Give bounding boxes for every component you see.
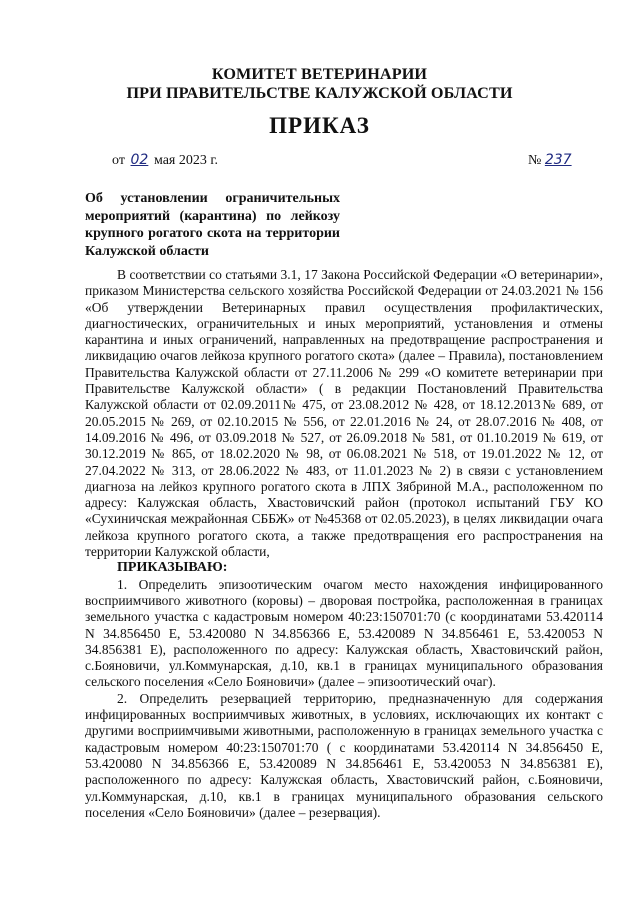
document-title: ПРИКАЗ — [269, 113, 370, 138]
order-subject: Об установлении ограничительных мероприятий (карантина) по лейкозу крупного рогатого скота на территории Калужской области — [85, 191, 340, 259]
header-committee: КОМИТЕТ ВЕТЕРИНАРИИ — [211, 65, 428, 83]
number-prefix: № — [528, 153, 542, 168]
order-item-1: 1. Определить эпизоотическим очагом место нахождения инфицированного восприимчивого животного (коровы) – дворовая постройка, расположенная в границах земельного участка с кадастровым номером 40:23:150701:70 (с координатами 53.420114 N 34.856450 E, 53.420080 N 34.856366 E, 53.420089 N 34.856461 E, 53.420053 N 34.856381 E), расположенного по адресу: Калужская область, Хвастовичский район, с.Бояновичи, ул.Коммунарская, д.10, кв.1 в границах муниципального образования сельского поселения «Село Бояновичи» (далее – эпизоотический очаг). — [85, 576, 603, 690]
date-day-handwritten: 02 — [130, 152, 149, 168]
header-government: ПРИ ПРАВИТЕЛЬСТВЕ КАЛУЖСКОЙ ОБЛАСТИ — [126, 84, 513, 102]
number-value-handwritten: 237 — [544, 152, 572, 168]
date-suffix: мая 2023 г. — [153, 153, 219, 168]
order-number — [528, 152, 572, 169]
order-date — [112, 152, 218, 169]
order-body — [85, 267, 603, 821]
order-item-2: 2. Определить резервацией территорию, предназначенную для содержания инфицированных восприимчивых животных, в условиях, исключающих их контакт с другими восприимчивыми животными, расположенную в границах земельного участка с кадастровым номером 40:23:150701:70 ( с координатами 53.420114 N 34.856450 E, 53.420080 N 34.856366 E, 53.420089 N 34.856461 E, 53.420053 N 34.856381 E), расположенного по адресу: Калужская область, Хвастовичский район, с.Бояновичи, ул.Коммунарская, д.10, кв.1 в границах муниципального образования сельского поселения «Село Бояновичи» (далее – резервация). — [85, 690, 603, 820]
preamble-paragraph: В соответствии со статьями 3.1, 17 Закона Российской Федерации «О ветеринарии», приказом Министерства сельского хозяйства Российской Федерации от 24.03.2021 № 156 «Об утверждении Ветеринарных правил осуществления профилактических, диагностических, ограничительных и иных мероприятий, установления и отмены карантина и иных ограничений, направленных на предотвращение распространения и ликвидацию очагов лейкоза крупного рогатого скота» (далее – Правила), постановлением Правительства Калужской области от 27.11.2006 № 299 «О комитете ветеринарии при Правительстве Калужской области» ( в редакции Постановлений Правительства Калужской области от 02.09.2011№ 475, от 23.08.2012 № 428, от 18.12.2013№ 689, от 20.05.2015 № 269, от 02.10.2015 № 556, от 22.01.2016 № 24, от 28.07.2016 № 408, от 14.09.2016 № 496, от 03.09.2018 № 527, от 26.09.2018 № 581, от 01.10.2019 № 619, от 30.12.2019 № 865, от 18.02.2020 № 98, от 06.08.2021 № 518, от 19.01.2022 № 12, от 27.04.2022 № 313, от 28.06.2022 № 483, от 11.01.2023 № 2) в связи с установлением диагноза на лейкоз крупного рогатого скота в ЛПХ Зябриной М.А., расположенном по адресу: Калужская область, Хвастовичский район (протокол испытаний ГБУ КО «Сухиничская межрайонная СББЖ» от №45368 от 02.05.2023), в целях ликвидации очага лейкоза крупного рогатого скота, а также предотвращения его распространения на территории Калужской области, — [85, 267, 603, 560]
order-heading: ПРИКАЗЫВАЮ: — [117, 560, 228, 576]
date-prefix: от — [112, 153, 125, 168]
